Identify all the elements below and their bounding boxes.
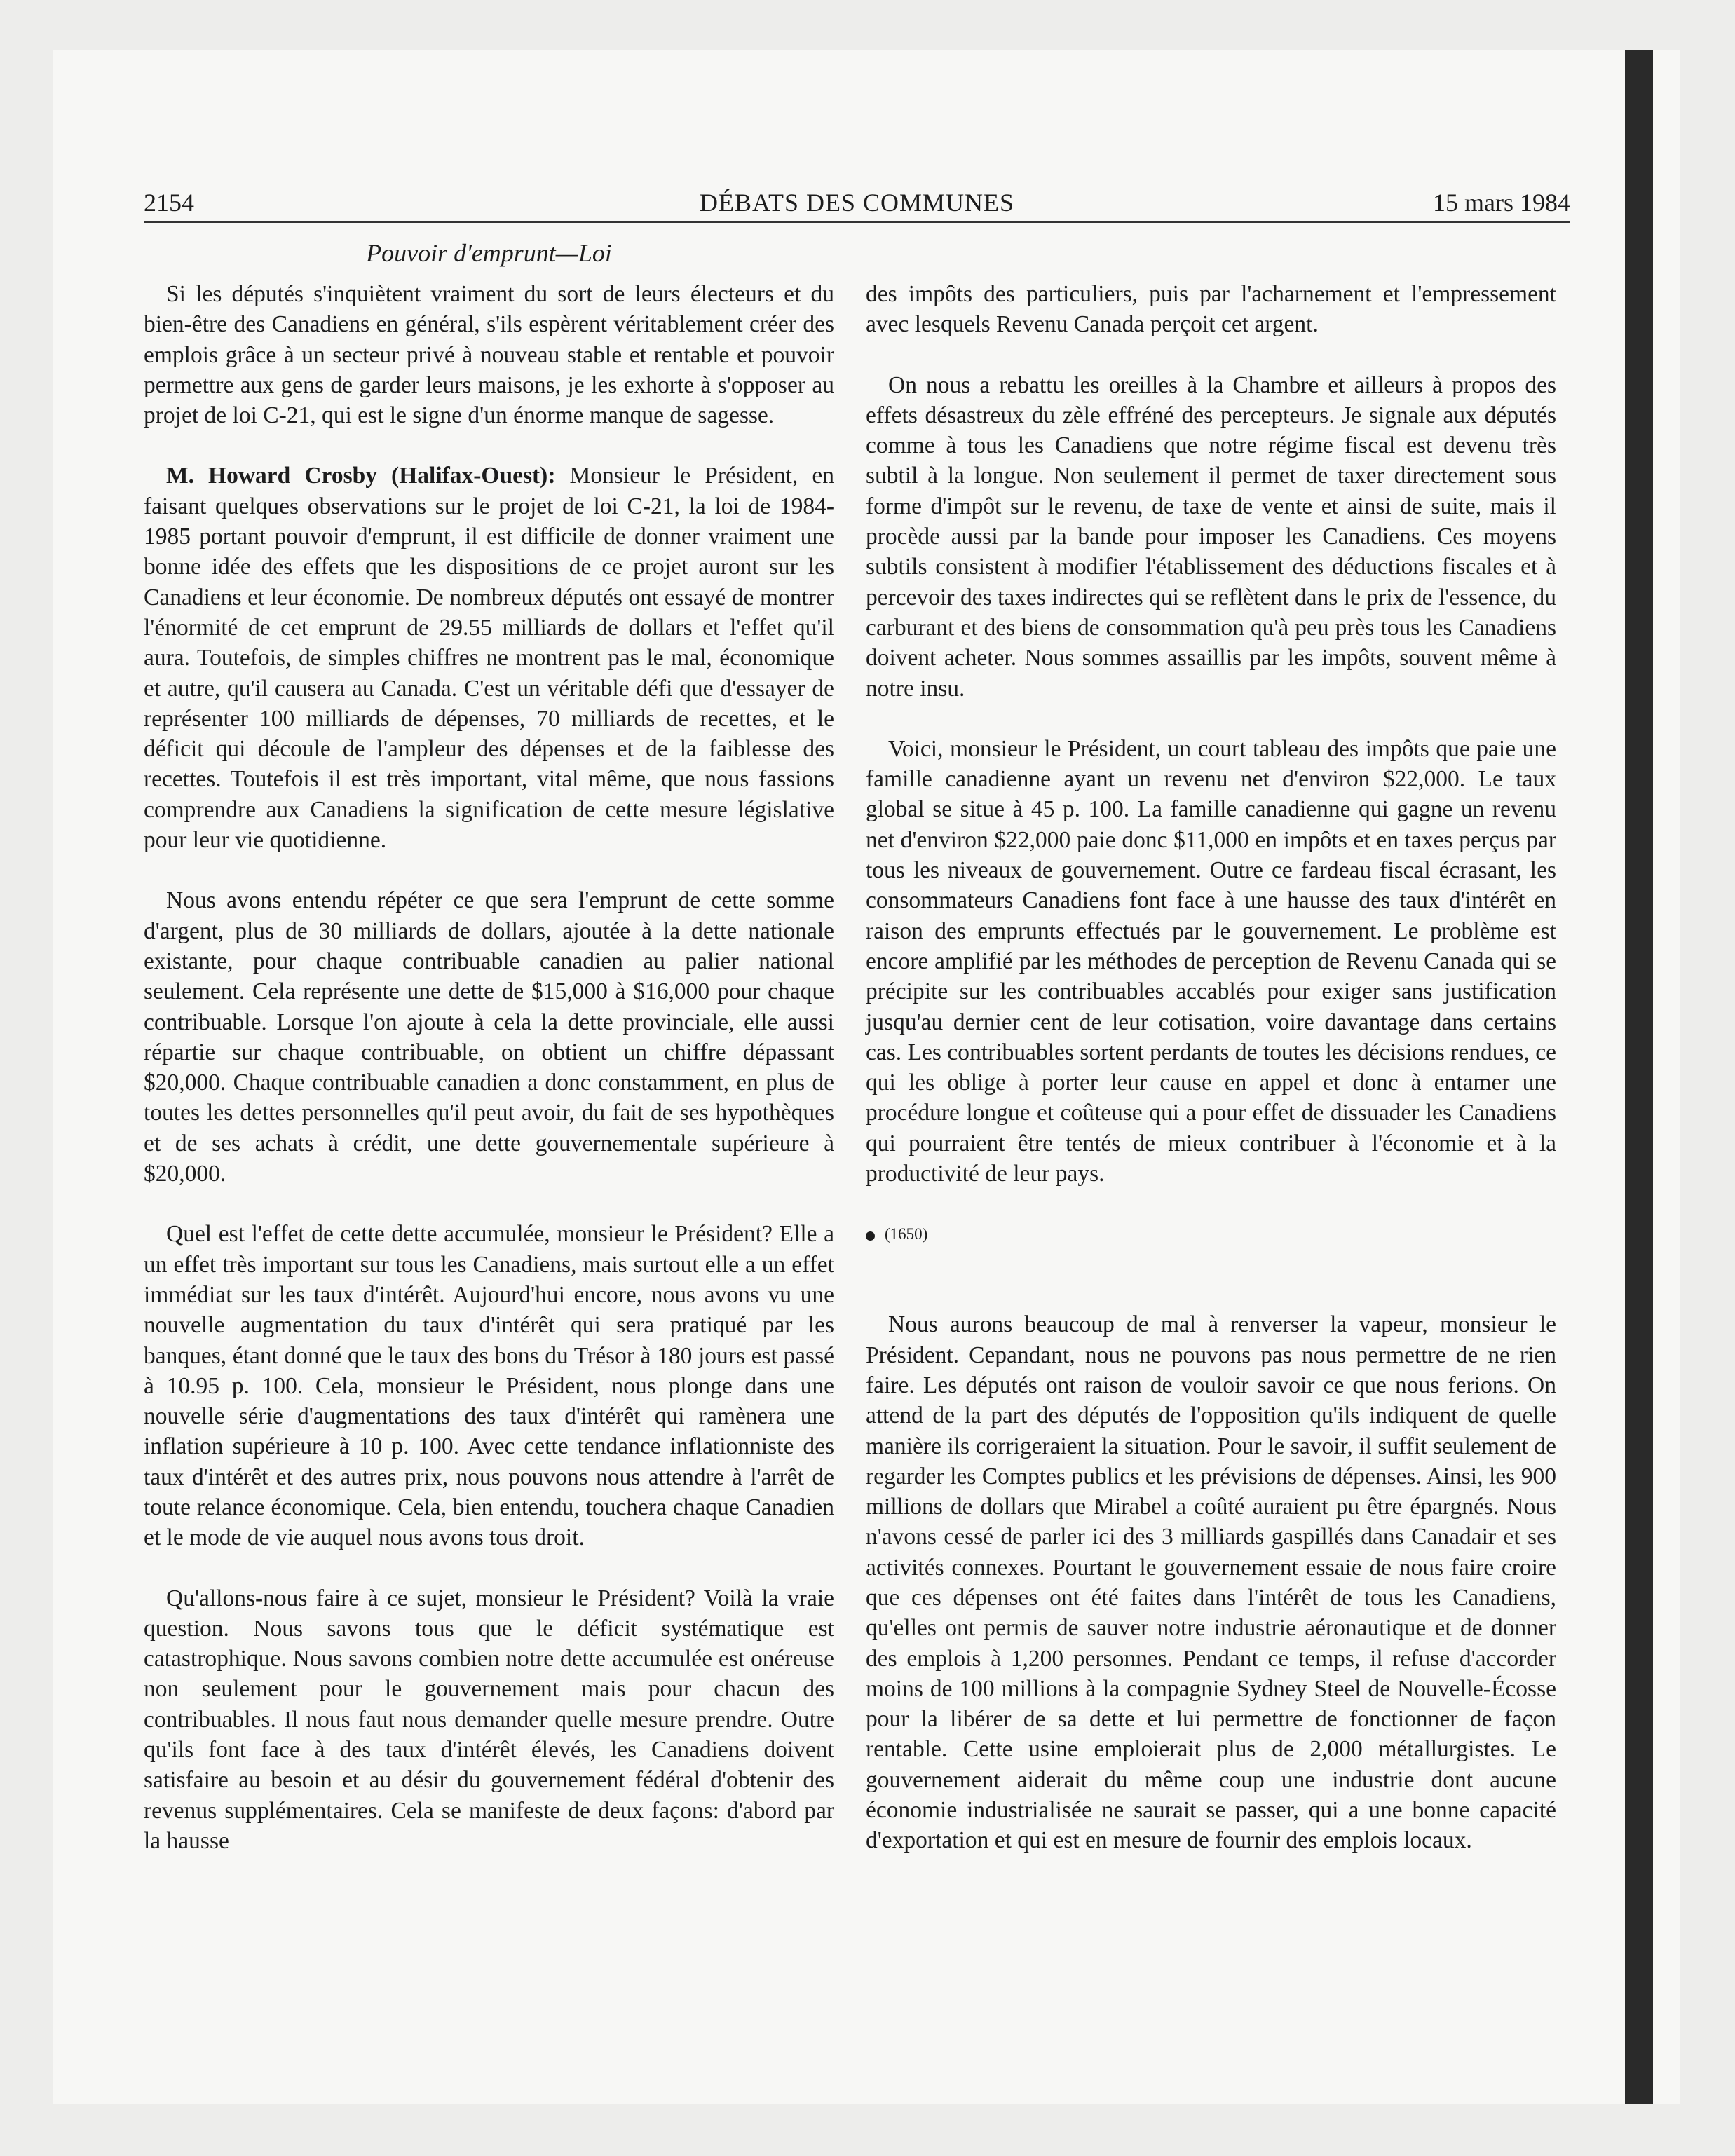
speech-text: Monsieur le Président, en faisant quelques observations sur le projet de loi C-21, la loi de 1984-1985 portant pouvoir d'emprunt, il est difficile de donner vraiment une bonne idée des effets que les dispositions de ce projet auront sur les Canadiens et leur économie. De nombreux députés ont essayé de montrer l'énormité de cet emprunt de 29.55 milliards de dollars et l'effet qu'il aura. Toutefois, de simples chiffres ne montrent pas le mal, économique et autre, qu'il causera au Canada. C'est un véritable défi que d'essayer de représenter 100 milliards de dépenses, 70 milliards de recettes, et le déficit qui découle de l'ampleur des dépenses et de la faiblesse des recettes. Toutefois il est très important, vital même, que nous fassions comprendre aux Canadiens la signification de cette mesure législative pour leur vie quotidienne.	[144, 463, 834, 854]
page-header	[144, 188, 1570, 223]
left-column	[144, 279, 834, 1886]
bullet-icon	[866, 1231, 875, 1241]
paragraph: Quel est l'effet de cette dette accumulée, monsieur le Président? Elle a un effet très important sur tous les Canadiens, mais surtout elle a un effet immédiat sur les taux d'intérêt. Aujourd'hui encore, nous avons vu une nouvelle augmentation du taux d'intérêt qui sera pratiqué par les banques, étant donné que le taux des bons du Trésor à 180 jours est passé à 10.95 p. 100. Cela, monsieur le Président, nous plonge dans une nouvelle série d'augmentations des taux d'intérêt qui ramènera une inflation supérieure à 10 p. 100. Avec cette tendance inflationniste des taux d'intérêt et des autres prix, nous pouvons nous attendre à l'arrêt de toute relance économique. Cela, bien entendu, touchera chaque Canadien et le mode de vie auquel nous avons tous droit.	[144, 1221, 834, 1551]
paragraph: Nous avons entendu répéter ce que sera l'emprunt de cette somme d'argent, plus de 30 milliards de dollars, ajoutée à la dette nationale existante, pour chaque contribuable canadien au palier national seulement. Cela représente une dette de $15,000 à $16,000 pour chaque contribuable. Lorsque l'on ajoute à cela la dette provinciale, elle aussi répartie sur chaque contribuable, on obtient un chiffre dépassant $20,000. Chaque contribuable canadien a donc constamment, en plus de toutes les dettes personnelles qu'il peut avoir, du fait de ses hypothèques et de ses achats à crédit, une dette gouvernementale supérieure à $20,000.	[144, 887, 834, 1187]
paragraph: Si les députés s'inquiètent vraiment du sort de leurs électeurs et du bien-être des Canadiens en général, s'ils espèrent véritablement créer des emplois grâce à un secteur privé à nouveau stable et rentable et pouvoir permettre aux gens de garder leurs maisons, je les exhorte à s'opposer au projet de loi C-21, qui est le signe d'un énorme manque de sagesse.	[144, 281, 834, 429]
paragraph-speech	[144, 460, 834, 855]
scan-spine-shadow	[1625, 50, 1653, 2104]
speaker-name: M. Howard Crosby (Halifax-Ouest):	[166, 463, 556, 489]
section-subheading: Pouvoir d'emprunt—Loi	[366, 239, 612, 267]
paragraph: Voici, monsieur le Président, un court tableau des impôts que paie une famille canadienne ayant un revenu net d'environ $22,000. Le taux global se situe à 45 p. 100. La famille canadienne qui gagne un revenu net d'environ $22,000 paie donc $11,000 en impôts et en taxes perçus par tous les niveaux de gouvernement. Outre ce fardeau fiscal écrasant, les consommateurs Canadiens font face à une hausse des taux d'intérêt en raison des emprunts effectués par le gouvernement. Le problème est encore amplifié par les méthodes de perception de Revenu Canada qui se précipite sur les contribuables accablés pour exiger sans justification jusqu'au dernier cent de leur cotisation, voire davantage dans certains cas. Les contribuables sortent perdants de toutes les décisions rendues, ce qui les oblige à porter leur cause en appel et donc à entamer une procédure longue et coûteuse qui a pour effet de dissuader les Canadiens qui pourraient être tentés de mieux contribuer à l'économie et à la productivité de leur pays.	[866, 735, 1556, 1187]
paragraph-continued: des impôts des particuliers, puis par l'acharnement et l'empressement avec lesquels Revenu Canada perçoit cet argent.	[866, 281, 1556, 338]
right-column	[866, 279, 1556, 1886]
paragraph: Nous aurons beaucoup de mal à renverser la vapeur, monsieur le Président. Cepandant, nous ne pouvons pas nous permettre de ne rien faire. Les députés ont raison de vouloir savoir ce que nous ferions. On attend de la part des députés de l'opposition qu'ils indiquent de quelle manière ils corrigeraient la situation. Pour le savoir, il suffit seulement de regarder les Comptes publics et les prévisions de dépenses. Ainsi, les 900 millions de dollars que Mirabel a coûté auraient pu être épargnés. Nous n'avons cessé de parler ici des 3 milliards gaspillés dans Canadair et ses activités connexes. Pourtant le gouvernement essaie de nous faire croire que ces dépenses ont été faites dans l'intérêt de tous les Canadiens, qu'elles ont permis de sauver notre industrie aéronautique et de donner des emplois à 1,200 personnes. Pendant ce temps, il refuse d'accorder moins de 100 millions à la compagnie Sydney Steel de Nouvelle-Écosse pour la libérer de sa dette et lui permettre de fonctionner de façon rentable. Cette usine emploierait plus de 2,000 métallurgistes. Le gouvernement aiderait du même coup une industrie dont aucune économie industrialisée ne saurait se passer, qui a une bonne capacité d'exportation et qui est en mesure de fournir des emplois locaux.	[866, 1311, 1556, 1854]
time-marker	[866, 1219, 1556, 1249]
publication-title: DÉBATS DES COMMUNES	[699, 189, 1015, 217]
publication-date: 15 mars 1984	[1433, 189, 1570, 217]
paragraph: On nous a rebattu les oreilles à la Chambre et ailleurs à propos des effets désastreux du zèle effréné des percepteurs. Je signale aux députés comme à tous les Canadiens que notre régime fiscal est devenu très subtil à la longue. Non seulement il permet de taxer directement sous forme d'impôt sur le revenu, de taxe de vente et ainsi de suite, mais il procède aussi par la bande pour imposer les Canadiens. Ces moyens subtils consistent à modifier l'établissement des déductions fiscales et à percevoir des taxes indirectes qui se reflètent dans le prix de l'essence, du carburant et des biens de consommation qu'à peu près tous les Canadiens doivent acheter. Nous sommes assaillis par les impôts, souvent même à notre insu.	[866, 371, 1556, 702]
paragraph: Qu'allons-nous faire à ce sujet, monsieur le Président? Voilà la vraie question. Nous savons tous que le déficit systématique est catastrophique. Nous savons combien notre dette accumulée est onéreuse non seulement pour le gouvernement mais pour chacun des contribuables. Il nous faut nous demander quelle mesure prendre. Outre qu'ils font face à des taux d'intérêt élevés, les Canadiens doivent satisfaire au besoin et au désir du gouvernement fédéral d'obtenir des revenus supplémentaires. Cela se manifeste de deux façons: d'abord par la hausse	[144, 1585, 834, 1854]
page-number: 2154	[144, 189, 194, 217]
time-marker-text: (1650)	[885, 1225, 928, 1243]
